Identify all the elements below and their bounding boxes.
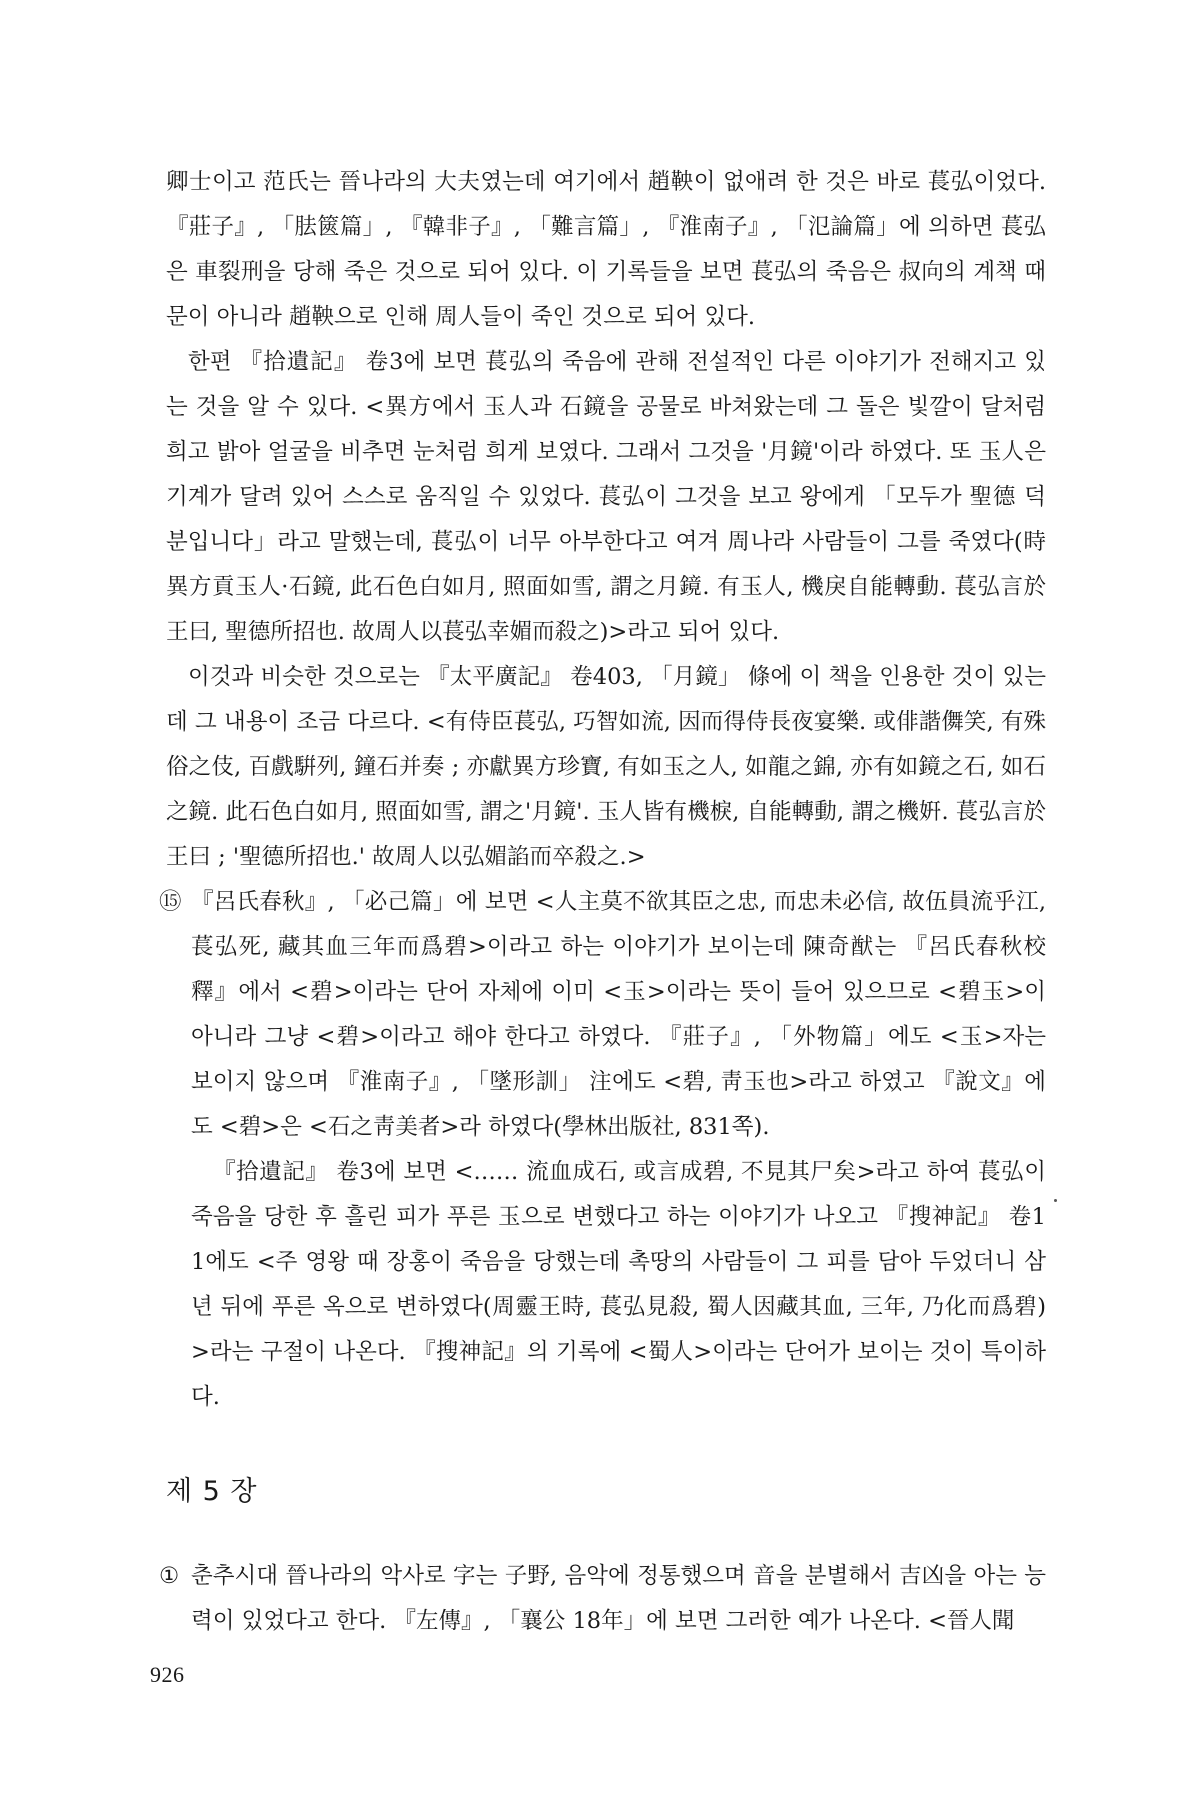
scan-speck — [1054, 1199, 1057, 1202]
page-body — [159, 160, 1046, 1644]
footnote-1 — [159, 1554, 1046, 1644]
footnote-15-text: 『呂氏春秋』, 「必己篇」에 보면 <人主莫不欲其臣之忠, 而忠未必信, 故伍員流乎江, 萇弘死, 藏其血三年而爲碧>이라고 하는 이야기가 보이는데 陳奇猷는 『呂氏春秋校釋』에서 <碧>이라는 단어 자체에 이미 <玉>이라는 뜻이 들어 있으므로 <碧玉>이 아니라 그냥 <碧>이라고 해야 한다고 하였다. 『莊子』, 「外物篇」에도 <玉>자는 보이지 않으며 『淮南子』, 「墜形訓」 注에도 <碧, 靑玉也>라고 하였고 『說文』에도 <碧>은 <石之靑美者>라 하였다(學林出版社, 831쪽). — [191, 889, 1046, 1140]
footnote-15 — [159, 880, 1046, 1420]
footnote-1-text: 춘추시대 晉나라의 악사로 字는 子野, 음악에 정통했으며 音을 분별해서 吉凶을 아는 능력이 있었다고 한다. 『左傳』, 「襄公 18年」에 보면 그러한 예가 나온다. <晉人聞 — [191, 1563, 1046, 1634]
chapter-heading: 제 5 장 — [166, 1476, 258, 1507]
paragraph-zhao-yang: 卿士이고 范氏는 晉나라의 大夫였는데 여기에서 趙鞅이 없애려 한 것은 바로 萇弘이었다. 『莊子』, 「胠篋篇」, 『韓非子』, 「難言篇」, 『淮南子』, 「氾論篇」에 의하면 萇弘은 車裂刑을 당해 죽은 것으로 되어 있다. 이 기록들을 보면 萇弘의 죽음은 叔向의 계책 때문이 아니라 趙鞅으로 인해 周人들이 죽인 것으로 되어 있다. — [166, 169, 1046, 330]
footnote-15-continuation: 『拾遺記』 卷3에 보면 <…… 流血成石, 或言成碧, 不見其尸矣>라고 하여 萇弘이 죽음을 당한 후 흘린 피가 푸른 玉으로 변했다고 하는 이야기가 나오고 『搜神記』 卷11에도 <주 영왕 때 장홍이 죽음을 당했는데 촉땅의 사람들이 그 피를 담아 두었더니 삼 년 뒤에 푸른 옥으로 변하였다(周靈王時, 萇弘見殺, 蜀人因藏其血, 三年, 乃化而爲碧)>라는 구절이 나온다. 『搜神記』의 기록에 <蜀人>이라는 단어가 보이는 것이 특이하다. — [191, 1159, 1046, 1410]
footnote-1-marker: ① — [159, 1563, 180, 1589]
page-number: 926 — [150, 1662, 185, 1687]
paragraph-shiyiji: 한편 『拾遺記』 卷3에 보면 萇弘의 죽음에 관해 전설적인 다른 이야기가 전해지고 있는 것을 알 수 있다. <異方에서 玉人과 石鏡을 공물로 바쳐왔는데 그 돌은 빛깔이 달처럼 희고 밝아 얼굴을 비추면 눈처럼 희게 보였다. 그래서 그것을 '月鏡'이라 하였다. 또 玉人은 기계가 달려 있어 스스로 움직일 수 있었다. 萇弘이 그것을 보고 왕에게 「모두가 聖德 덕분입니다」라고 말했는데, 萇弘이 너무 아부한다고 여겨 周나라 사람들이 그를 죽였다(時異方貢玉人·石鏡, 此石色白如月, 照面如雪, 謂之月鏡. 有玉人, 機戾自能轉動. 萇弘言於王曰, 聖德所招也. 故周人以萇弘幸媚而殺之)>라고 되어 있다. — [166, 349, 1046, 645]
footnote-15-marker: ⑮ — [159, 889, 182, 915]
paragraph-taiping-guangji: 이것과 비슷한 것으로는 『太平廣記』 卷403, 「月鏡」 條에 이 책을 인용한 것이 있는데 그 내용이 조금 다르다. <有侍臣萇弘, 巧智如流, 因而得侍長夜宴樂. 或俳諧儛笑, 有殊俗之伎, 百戲騈列, 鐘石并奏 ; 亦獻異方珍寶, 有如玉之人, 如龍之錦, 亦有如鏡之石, 如石之鏡. 此石色白如月, 照面如雪, 謂之'月鏡'. 玉人皆有機棙, 自能轉動, 謂之機姸. 萇弘言於王曰 ; '聖德所招也.' 故周人以弘媚諂而卒殺之.> — [166, 664, 1046, 870]
